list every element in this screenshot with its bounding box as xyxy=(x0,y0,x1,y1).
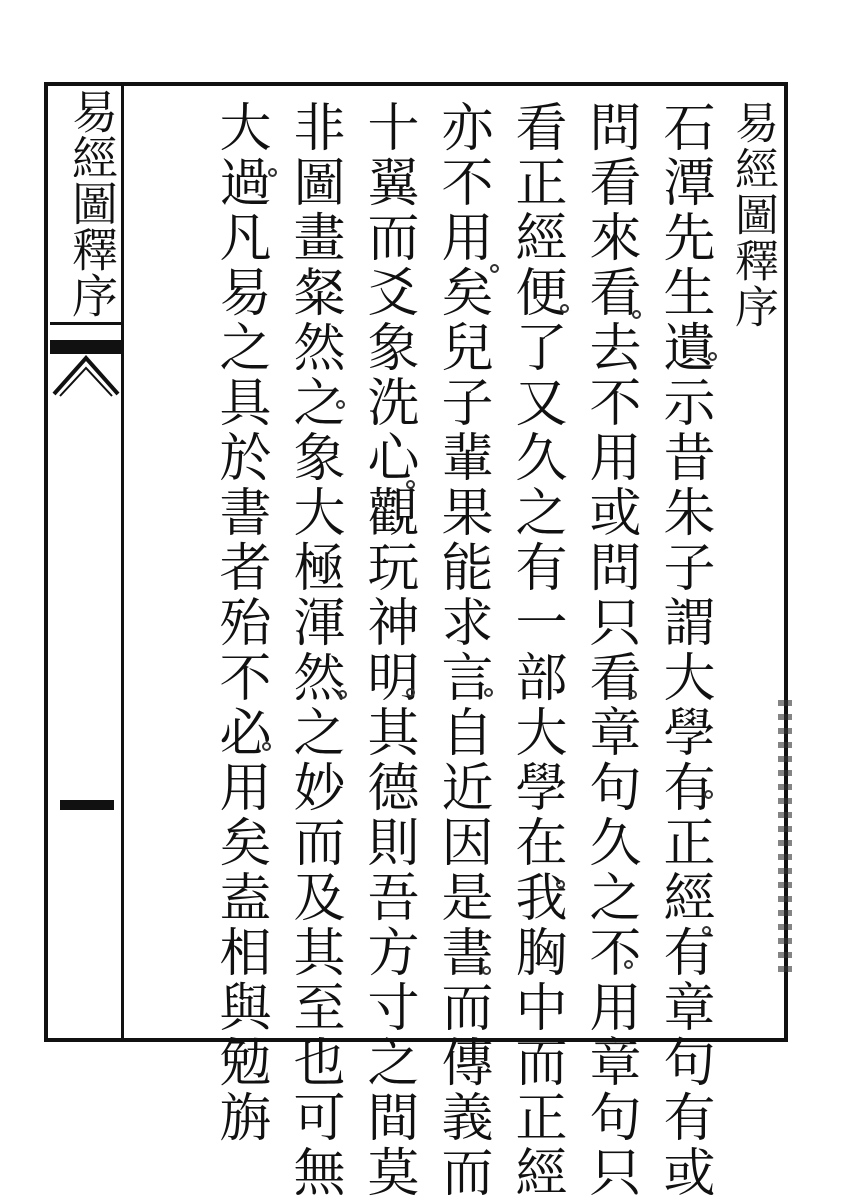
punctuation-circle xyxy=(560,304,569,313)
punctuation-circle xyxy=(632,310,641,319)
punctuation-circle xyxy=(490,264,499,273)
text-column: 十翼而爻象洗心觀玩神明其德則吾方寸之間莫 xyxy=(358,100,418,1200)
text-column: 石潭先生遺示昔朱子謂大學有正經有章句有或 xyxy=(654,100,714,1200)
text-column: 看正經便了又久之有一部大學在我胸中而正經 xyxy=(506,100,566,1200)
text-column: 非圖畫粲然之象大極渾然之妙而及其至也可無 xyxy=(284,100,344,1200)
punctuation-circle xyxy=(484,688,493,697)
margin-title: 易經圖釋序 xyxy=(65,88,119,318)
punctuation-circle xyxy=(556,880,565,889)
punctuation-circle xyxy=(336,400,345,409)
preface-heading: 易經圖釋序 xyxy=(727,100,778,330)
fishtail-mark-icon xyxy=(50,340,122,400)
punctuation-circle xyxy=(406,480,415,489)
punctuation-circle xyxy=(338,690,347,699)
margin-page-number xyxy=(60,800,114,810)
punctuation-circle xyxy=(482,966,491,975)
punctuation-circle xyxy=(704,790,713,799)
punctuation-circle xyxy=(702,926,711,935)
print-speckle xyxy=(778,700,792,980)
punctuation-circle xyxy=(628,690,637,699)
text-column: 大過凡易之具於書者殆不必用矣盍相與勉旃 xyxy=(210,100,270,1145)
margin-divider xyxy=(50,322,122,325)
punctuation-circle xyxy=(624,960,633,969)
punctuation-circle xyxy=(268,168,277,177)
text-column: 問看來看去不用或問只看章句久之不用章句只 xyxy=(580,100,640,1200)
punctuation-circle xyxy=(406,688,415,697)
punctuation-circle xyxy=(262,742,271,751)
punctuation-circle xyxy=(708,352,717,361)
text-column: 亦不用矣兒子輩果能求言自近因是書而傳義而 xyxy=(432,100,492,1200)
